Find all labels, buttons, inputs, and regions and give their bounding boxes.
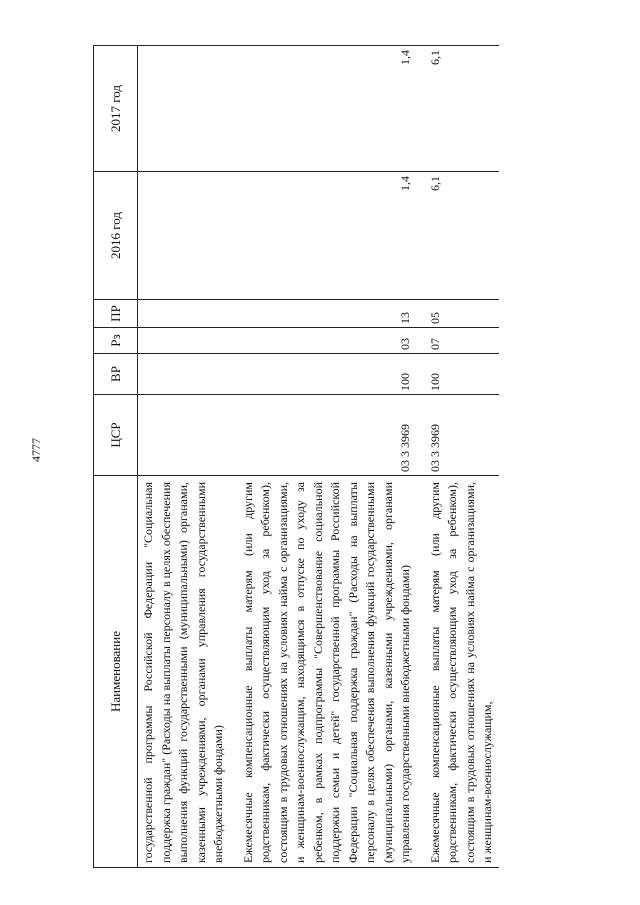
row-2017: 1,4 <box>230 45 417 171</box>
row-rz <box>138 327 230 353</box>
header-pr: ПР <box>94 299 138 327</box>
header-2017: 2017 год <box>94 45 138 171</box>
page-number: 4777 <box>29 438 43 462</box>
row-2017: 6,1 <box>417 45 499 171</box>
row-2016 <box>138 171 230 299</box>
row-name: Ежемесячные компенсационные выплаты матерям (или другим родственникам, фактически осуществляющим уход за ребенком), состоящим в трудовых отношениях на условиях найма с организациями, и женщинам-военнослужащим, находящимся в отпуске по уходу за ребенком, в рамках подпрограммы "Совершенствование социальной поддержки семьи и детей" государственной программы Российской Федерации "Социальная поддержка граждан" (Расходы на выплаты персоналу в целях обеспечения выполнения функций государственными (муниципальными) органами, казенными учреждениями, органами управления государственными внебюджетными фондами) <box>230 475 417 867</box>
table-row <box>138 45 230 868</box>
row-name: Ежемесячные компенсационные выплаты матерям (или другим родственникам, фактически осуществляющим уход за ребенком), состоящим в трудовых отношениях на условиях найма с организациями, и женщинам-военнослужащим, <box>417 475 499 867</box>
row-csr <box>138 394 230 475</box>
row-2016: 1,4 <box>230 171 417 299</box>
header-name: Наименование <box>94 475 138 867</box>
row-2016: 6,1 <box>417 171 499 299</box>
row-pr <box>138 299 230 327</box>
header-vr: ВР <box>94 353 138 394</box>
table-header-row <box>93 45 138 868</box>
header-2016: 2016 год <box>94 171 138 299</box>
header-csr: ЦСР <box>94 394 138 475</box>
row-pr: 05 <box>417 299 499 327</box>
table-row <box>417 45 499 868</box>
header-rz: Рз <box>94 327 138 353</box>
row-vr: 100 <box>230 353 417 394</box>
row-rz: 07 <box>417 327 499 353</box>
row-name: государственной программы Российской Федерации "Социальная поддержка граждан" (Расходы на выплаты персоналу в целях обеспечения выполнения функций государственными (муниципальными) органами, казенными учреждениями, органами управления государственными внебюджетными фондами) <box>138 475 230 867</box>
row-rz: 03 <box>230 327 417 353</box>
row-vr <box>138 353 230 394</box>
row-csr: 03 3 3969 <box>417 394 499 475</box>
row-2017 <box>138 45 230 171</box>
row-vr: 100 <box>417 353 499 394</box>
table-row <box>230 45 417 868</box>
rotated-budget-table <box>93 46 598 868</box>
row-pr: 13 <box>230 299 417 327</box>
row-csr: 03 3 3969 <box>230 394 417 475</box>
